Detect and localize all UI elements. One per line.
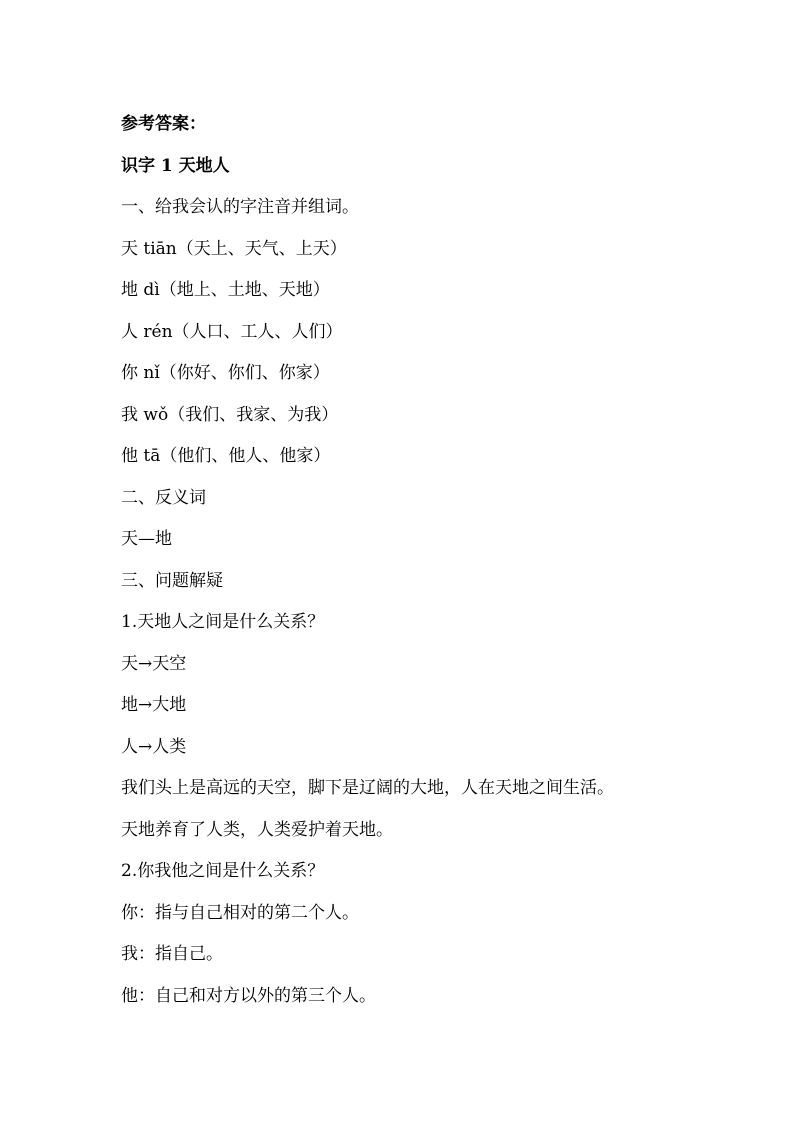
answer-line: 天→天空 bbox=[121, 653, 187, 674]
answer-line: 他：自己和对方以外的第三个人。 bbox=[121, 985, 376, 1006]
pinyin-item: 人 rén（人口、工人、人们） bbox=[121, 321, 343, 342]
answer-line: 天地养育了人类，人类爱护着天地。 bbox=[121, 819, 393, 840]
section1-title: 一、给我会认的字注音并组词。 bbox=[121, 197, 359, 217]
pinyin-item: 天 tiān（天上、天气、上天） bbox=[121, 238, 347, 259]
section3-title: 三、问题解疑 bbox=[121, 570, 223, 591]
question-2: 2.你我他之间是什么关系？ bbox=[121, 861, 325, 881]
answer-line: 我们头上是高远的天空，脚下是辽阔的大地，人在天地之间生活。 bbox=[121, 778, 614, 798]
lesson-title: 识字 1 天地人 bbox=[121, 155, 230, 176]
section2-title: 二、反义词 bbox=[121, 487, 206, 508]
answer-line: 地→大地 bbox=[121, 695, 187, 715]
pinyin-item: 我 wǒ（我们、我家、为我） bbox=[121, 404, 339, 425]
answer-heading: 参考答案： bbox=[121, 114, 206, 134]
pinyin-item: 你 nǐ（你好、你们、你家） bbox=[121, 363, 330, 383]
answer-line: 我：指自己。 bbox=[121, 944, 223, 964]
answer-line: 你：指与自己相对的第二个人。 bbox=[121, 902, 359, 923]
question-1: 1.天地人之间是什么关系？ bbox=[121, 612, 325, 632]
pinyin-item: 他 tā（他们、他人、他家） bbox=[121, 446, 331, 466]
antonym-item: 天—地 bbox=[121, 529, 172, 549]
answer-line: 人→人类 bbox=[121, 736, 187, 757]
document-content bbox=[121, 104, 721, 1017]
pinyin-item: 地 dì（地上、土地、天地） bbox=[121, 280, 330, 300]
